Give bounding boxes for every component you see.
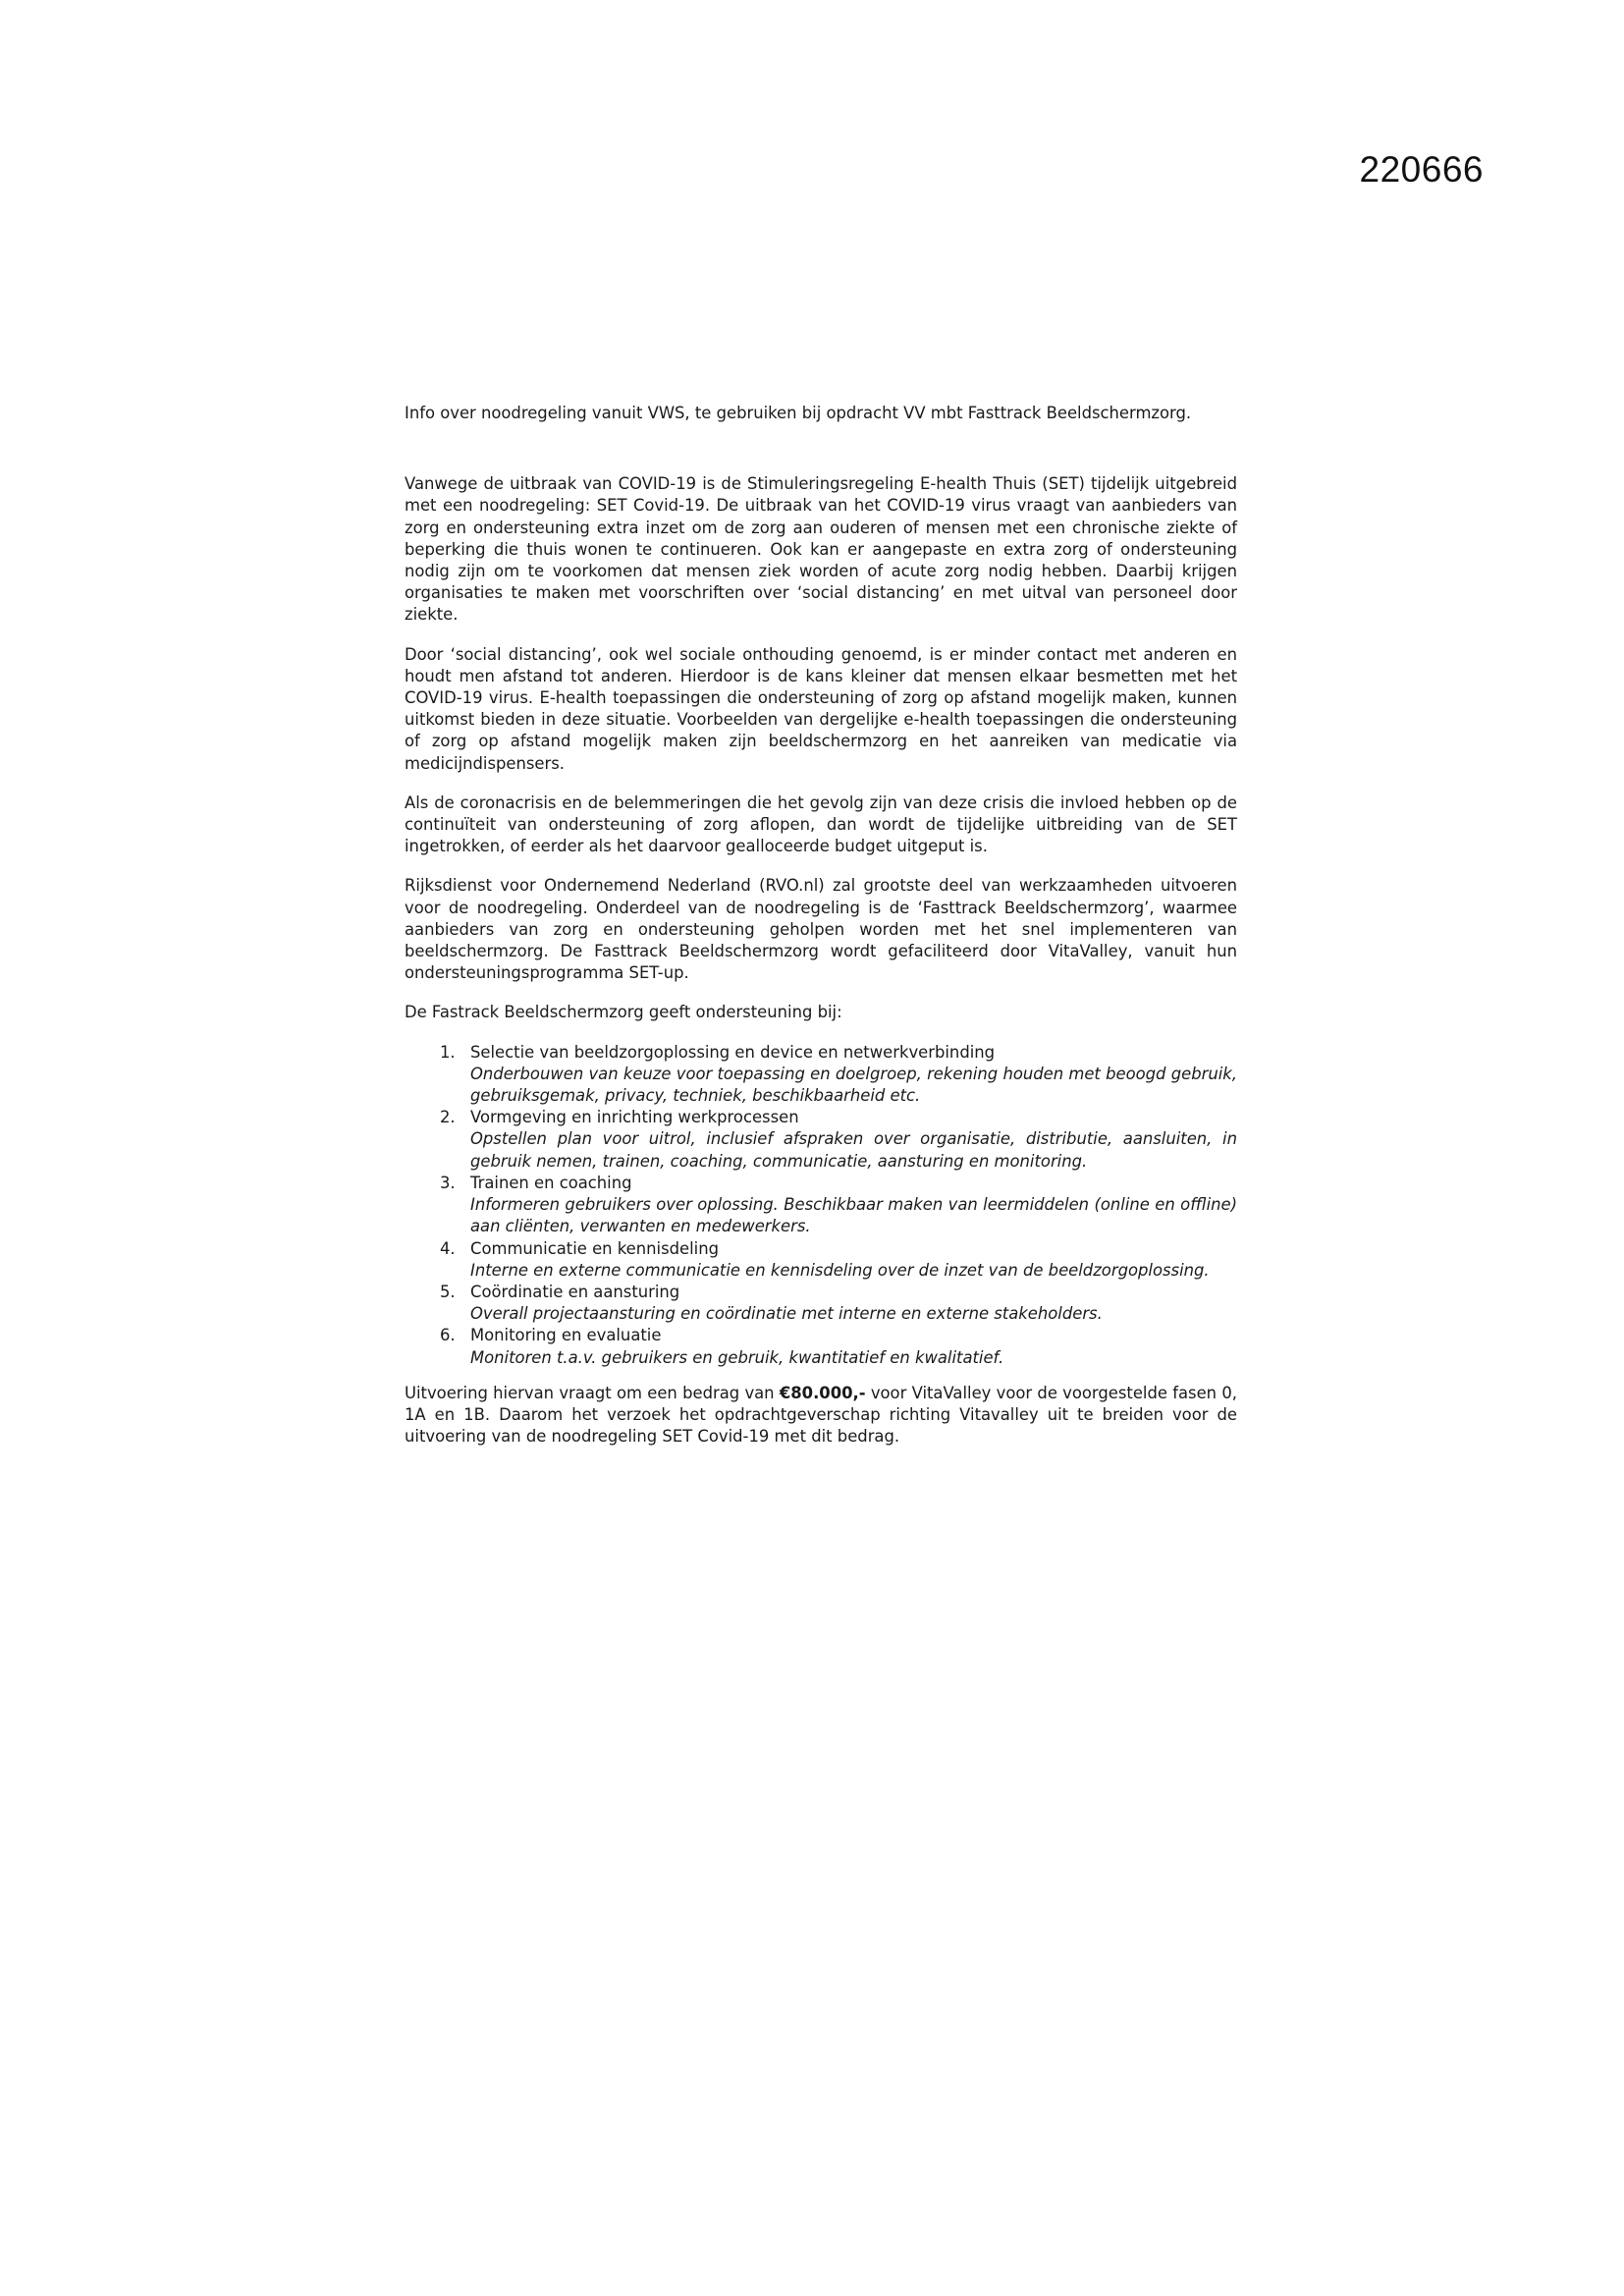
list-item-number: 1. xyxy=(440,1042,456,1062)
list-item-title: Trainen en coaching xyxy=(470,1173,632,1192)
list-item-number: 3. xyxy=(440,1173,456,1192)
list-item-description: Opstellen plan voor uitrol, inclusief afspraken over organisatie, distributie, aansluiten, in gebruik nemen, trainen, coaching, communicatie, aansturing en monitoring. xyxy=(470,1129,1237,1171)
list-item-title: Vormgeving en inrichting werkprocessen xyxy=(470,1108,799,1127)
list-item-title: Monitoring en evaluatie xyxy=(470,1326,662,1345)
paragraph-coronacrisis: Als de coronacrisis en de belemmeringen die het gevolg zijn van deze crisis die invloed hebben op de continuïteit van ondersteuning of zorg aflopen, dan wordt de tijdelijke uitbreiding van de SET ingetrokken, of eerder als het daarvoor gealloceerde budget uitgeput is. xyxy=(405,793,1237,856)
paragraph-social-distancing: Door ‘social distancing’, ook wel sociale onthouding genoemd, is er minder contact met anderen en houdt men afstand tot anderen. Hierdoor is de kans kleiner dat mensen elkaar besmetten met het COVID-19 virus. E-health toepassingen die ondersteuning of zorg op afstand mogelijk maken, kunnen uitkomst bieden in deze situatie. Voorbeelden van dergelijke e-health toepassingen die ondersteuning of zorg op afstand mogelijk maken zijn beeldschermzorg en het aanreiken van medicatie via medicijndispensers. xyxy=(405,644,1237,773)
closing-text-before: Uitvoering hiervan vraagt om een bedrag van xyxy=(405,1383,780,1402)
document-body xyxy=(405,403,1237,1465)
paragraph-closing xyxy=(405,1383,1237,1449)
list-item xyxy=(405,1238,1237,1282)
list-item xyxy=(405,1042,1237,1108)
list-item-number: 4. xyxy=(440,1238,456,1258)
intro-line: Info over noodregeling vanuit VWS, te gebruiken bij opdracht VV mbt Fasttrack Beeldschermzorg. xyxy=(405,404,1192,422)
support-list xyxy=(405,1042,1237,1369)
list-item-description: Onderbouwen van keuze voor toepassing en doelgroep, rekening houden met beoogd gebruik, gebruiksgemak, privacy, techniek, beschikbaarheid etc. xyxy=(470,1064,1237,1106)
document-number: 220666 xyxy=(1359,149,1484,190)
paragraph-rvo: Rijksdienst voor Ondernemend Nederland (RVO.nl) zal grootste deel van werkzaamheden uitvoeren voor de noodregeling. Onderdeel van de noodregeling is de ‘Fasttrack Beeldschermzorg’, waarmee aanbieders van zorg en ondersteuning geholpen worden met het snel implementeren van beeldschermzorg. De Fasttrack Beeldschermzorg wordt gefaciliteerd door VitaValley, vanuit hun ondersteuningsprogramma SET-up. xyxy=(405,876,1237,983)
closing-text-after: voor VitaValley voor de voorgestelde fasen 0, 1A en 1B. Daarom het verzoek het opdrachtgeverschap richting Vitavalley uit te breiden voor de uitvoering van de noodregeling SET Covid-19 met dit bedrag. xyxy=(405,1383,1237,1447)
closing-amount: €80.000,- xyxy=(779,1383,866,1402)
list-item-description: Interne en externe communicatie en kennisdeling over de inzet van de beeldzorgoplossing. xyxy=(470,1260,1210,1280)
list-item-title: Communicatie en kennisdeling xyxy=(470,1238,719,1258)
list-item-number: 6. xyxy=(440,1326,456,1345)
list-item-description: Informeren gebruikers over oplossing. Beschikbaar maken van leermiddelen (online en offline) aan cliënten, verwanten en medewerkers. xyxy=(470,1195,1237,1236)
list-item-number: 2. xyxy=(440,1108,456,1127)
list-item-number: 5. xyxy=(440,1282,456,1301)
list-item xyxy=(405,1107,1237,1173)
list-item xyxy=(405,1325,1237,1368)
paragraph-covid-outbreak: Vanwege de uitbraak van COVID-19 is de Stimuleringsregeling E-health Thuis (SET) tijdelijk uitgebreid met een noodregeling: SET Covid-19. De uitbraak van het COVID-19 virus vraagt van aanbieders van zorg en ondersteuning extra inzet om de zorg aan ouderen of mensen met een chronische ziekte of beperking die thuis wonen te continueren. Ook kan er aangepaste en extra zorg of ondersteuning nodig zijn om te voorkomen dat mensen ziek worden of acute zorg nodig hebben. Daarbij krijgen organisaties te maken met voorschriften over ‘social distancing’ en met uitval van personeel door ziekte. xyxy=(405,474,1237,625)
list-item-title: Coördinatie en aansturing xyxy=(470,1282,680,1301)
list-item xyxy=(405,1173,1237,1238)
list-item-title: Selectie van beeldzorgoplossing en device en netwerkverbinding xyxy=(470,1042,996,1062)
list-item xyxy=(405,1282,1237,1325)
paragraph-list-intro: De Fastrack Beeldschermzorg geeft ondersteuning bij: xyxy=(405,1003,842,1022)
list-item-description: Monitoren t.a.v. gebruikers en gebruik, kwantitatief en kwalitatief. xyxy=(470,1347,1004,1367)
list-item-description: Overall projectaansturing en coördinatie met interne en externe stakeholders. xyxy=(470,1304,1103,1324)
